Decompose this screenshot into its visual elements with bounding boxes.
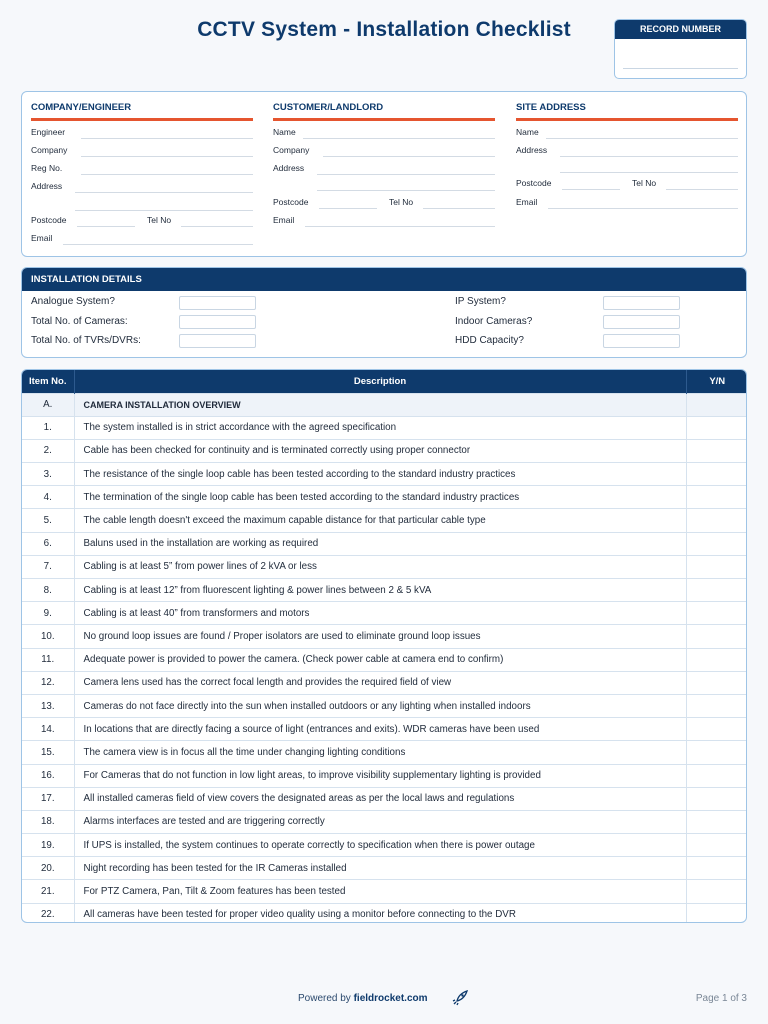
yes-no-cell[interactable] <box>686 602 747 625</box>
yes-no-cell[interactable] <box>686 393 747 416</box>
table-row <box>22 555 747 578</box>
table-row <box>22 579 747 602</box>
hdd-capacity-label: HDD Capacity? <box>455 335 524 346</box>
analogue-system-label: Analogue System? <box>31 296 115 307</box>
item-description: Night recording has been tested for the IR Cameras installed <box>74 857 686 880</box>
item-number: 9. <box>22 602 74 625</box>
item-number: 7. <box>22 555 74 578</box>
hdd-capacity-input[interactable] <box>603 334 680 348</box>
item-no-header: Item No. <box>22 370 74 393</box>
table-row <box>22 532 747 555</box>
item-number: 22. <box>22 903 74 923</box>
item-number: 21. <box>22 880 74 903</box>
installation-details-panel <box>21 267 747 358</box>
yes-no-cell[interactable] <box>686 764 747 787</box>
analogue-system-input[interactable] <box>179 296 256 310</box>
table-row <box>22 416 747 439</box>
table-row <box>22 509 747 532</box>
item-number: 1. <box>22 416 74 439</box>
yes-no-cell[interactable] <box>686 509 747 532</box>
table-row <box>22 834 747 857</box>
site-postcode-field[interactable]: Postcode <box>516 178 738 192</box>
yes-no-cell[interactable] <box>686 718 747 741</box>
yes-no-header: Y/N <box>686 370 747 393</box>
item-description: Adequate power is provided to power the camera. (Check power cable at camera end to confirm) <box>74 648 686 671</box>
item-description: The camera view is in focus all the time under changing lighting conditions <box>74 741 686 764</box>
installation-details-heading: INSTALLATION DETAILS <box>22 268 746 291</box>
record-number-field[interactable] <box>623 68 738 69</box>
table-row <box>22 439 747 462</box>
customer-landlord-heading: CUSTOMER/LANDLORD <box>273 102 495 121</box>
item-description: No ground loop issues are found / Proper isolators are used to eliminate ground loop issues <box>74 625 686 648</box>
yes-no-cell[interactable] <box>686 787 747 810</box>
yes-no-cell[interactable] <box>686 532 747 555</box>
item-description: In locations that are directly facing a source of light (entrances and exits). WDR cameras have been used <box>74 718 686 741</box>
site-email-field[interactable]: Email <box>516 197 738 211</box>
table-row <box>22 718 747 741</box>
yes-no-cell[interactable] <box>686 463 747 486</box>
item-description: The cable length doesn't exceed the maximum capable distance for that particular cable type <box>74 509 686 532</box>
item-number: 19. <box>22 834 74 857</box>
indoor-cameras-label: Indoor Cameras? <box>455 316 533 327</box>
item-description: Camera lens used has the correct focal length and provides the required field of view <box>74 671 686 694</box>
company-engineer-heading: COMPANY/ENGINEER <box>31 102 253 121</box>
item-description: All installed cameras field of view covers the designated areas as per the local laws and regulations <box>74 787 686 810</box>
description-header: Description <box>74 370 686 393</box>
item-number: 6. <box>22 532 74 555</box>
yes-no-cell[interactable] <box>686 880 747 903</box>
yes-no-cell[interactable] <box>686 694 747 717</box>
item-number: 10. <box>22 625 74 648</box>
reg-no-field[interactable]: Reg No. <box>31 163 253 177</box>
item-description: Alarms interfaces are tested and are triggering correctly <box>74 810 686 833</box>
total-tvrs-dvrs-input[interactable] <box>179 334 256 348</box>
table-row <box>22 764 747 787</box>
table-row <box>22 648 747 671</box>
page-number: Page 1 of 3 <box>695 993 747 1004</box>
yes-no-cell[interactable] <box>686 486 747 509</box>
engineer-field[interactable]: Engineer <box>31 127 253 141</box>
email-field[interactable]: Email <box>31 233 253 247</box>
yes-no-cell[interactable] <box>686 834 747 857</box>
item-number: 4. <box>22 486 74 509</box>
item-description: Cable has been checked for continuity and is terminated correctly using proper connector <box>74 439 686 462</box>
item-description: For Cameras that do not function in low light areas, to improve visibility supplementary lighting is provided <box>74 764 686 787</box>
customer-address-field[interactable]: Address <box>273 163 495 177</box>
table-row <box>22 903 747 923</box>
yes-no-cell[interactable] <box>686 625 747 648</box>
section-row <box>22 393 747 416</box>
site-address-field[interactable]: Address <box>516 145 738 159</box>
item-number: 5. <box>22 509 74 532</box>
ip-system-label: IP System? <box>455 296 506 307</box>
item-description: The resistance of the single loop cable has been tested according to the standard industry practices <box>74 463 686 486</box>
site-address-heading: SITE ADDRESS <box>516 102 738 121</box>
customer-email-field[interactable]: Email <box>273 215 495 229</box>
tel-no-field[interactable]: Tel No <box>147 215 253 229</box>
table-row <box>22 602 747 625</box>
yes-no-cell[interactable] <box>686 416 747 439</box>
yes-no-cell[interactable] <box>686 555 747 578</box>
brand-link[interactable]: fieldrocket.com <box>353 993 428 1004</box>
table-row <box>22 857 747 880</box>
site-name-field[interactable]: Name <box>516 127 738 141</box>
item-description: If UPS is installed, the system continues to operate correctly to specification when there is power outage <box>74 834 686 857</box>
address-line-2[interactable] <box>31 199 253 213</box>
yes-no-cell[interactable] <box>686 579 747 602</box>
item-number: 12. <box>22 671 74 694</box>
item-description: For PTZ Camera, Pan, Tilt & Zoom features has been tested <box>74 880 686 903</box>
table-row <box>22 463 747 486</box>
item-number: 16. <box>22 764 74 787</box>
company-field[interactable]: Company <box>31 145 253 159</box>
postcode-field[interactable]: Postcode <box>31 215 253 229</box>
item-number: 15. <box>22 741 74 764</box>
table-row <box>22 625 747 648</box>
item-number: 18. <box>22 810 74 833</box>
item-description: Cameras do not face directly into the sun when installed outdoors or any lighting when installed indoors <box>74 694 686 717</box>
item-number: 8. <box>22 579 74 602</box>
total-cameras-input[interactable] <box>179 315 256 329</box>
yes-no-cell[interactable] <box>686 903 747 923</box>
customer-address-line-2[interactable] <box>273 179 495 193</box>
item-description: All cameras have been tested for proper video quality using a monitor before connecting to the DVR <box>74 903 686 923</box>
customer-name-field[interactable]: Name <box>273 127 495 141</box>
item-description: Cabling is at least 5” from power lines of 2 kVA or less <box>74 555 686 578</box>
total-tvrs-dvrs-label: Total No. of TVRs/DVRs: <box>31 335 141 346</box>
site-address-section <box>516 102 738 257</box>
company-engineer-section <box>31 102 253 257</box>
item-number: 20. <box>22 857 74 880</box>
table-header-row <box>22 370 747 393</box>
rocket-icon <box>452 990 468 1006</box>
checklist-table <box>21 369 747 923</box>
item-number: A. <box>22 393 74 416</box>
record-number-label: RECORD NUMBER <box>615 20 746 39</box>
total-cameras-label: Total No. of Cameras: <box>31 316 128 327</box>
item-number: 14. <box>22 718 74 741</box>
yes-no-cell[interactable] <box>686 741 747 764</box>
item-number: 11. <box>22 648 74 671</box>
table-row <box>22 880 747 903</box>
customer-landlord-section <box>273 102 495 257</box>
ip-system-input[interactable] <box>603 296 680 310</box>
customer-company-field[interactable]: Company <box>273 145 495 159</box>
powered-by: Powered by fieldrocket.com <box>298 993 428 1004</box>
item-number: 3. <box>22 463 74 486</box>
item-description: Cabling is at least 12” from fluorescent lighting & power lines between 2 & 5 kVA <box>74 579 686 602</box>
customer-postcode-field[interactable]: Postcode <box>273 197 495 211</box>
item-description: The system installed is in strict accordance with the agreed specification <box>74 416 686 439</box>
yes-no-cell[interactable] <box>686 810 747 833</box>
yes-no-cell[interactable] <box>686 648 747 671</box>
page-title: CCTV System - Installation Checklist <box>197 18 571 41</box>
item-description: The termination of the single loop cable has been tested according to the standard industry practices <box>74 486 686 509</box>
customer-tel-no-field[interactable]: Tel No <box>389 197 495 211</box>
table-row <box>22 694 747 717</box>
record-number-box <box>614 19 747 79</box>
item-number: 2. <box>22 439 74 462</box>
yes-no-cell[interactable] <box>686 857 747 880</box>
parties-panel <box>21 91 747 257</box>
table-row <box>22 741 747 764</box>
site-address-line-2[interactable] <box>516 161 738 175</box>
item-description: Cabling is at least 40” from transformers and motors <box>74 602 686 625</box>
site-tel-no-field[interactable]: Tel No <box>632 178 738 192</box>
yes-no-cell[interactable] <box>686 439 747 462</box>
item-number: 13. <box>22 694 74 717</box>
table-row <box>22 810 747 833</box>
item-description: Baluns used in the installation are working as required <box>74 532 686 555</box>
table-row <box>22 671 747 694</box>
table-row <box>22 486 747 509</box>
yes-no-cell[interactable] <box>686 671 747 694</box>
table-row <box>22 787 747 810</box>
item-description: CAMERA INSTALLATION OVERVIEW <box>74 393 686 416</box>
item-number: 17. <box>22 787 74 810</box>
indoor-cameras-input[interactable] <box>603 315 680 329</box>
address-field[interactable]: Address <box>31 181 253 195</box>
